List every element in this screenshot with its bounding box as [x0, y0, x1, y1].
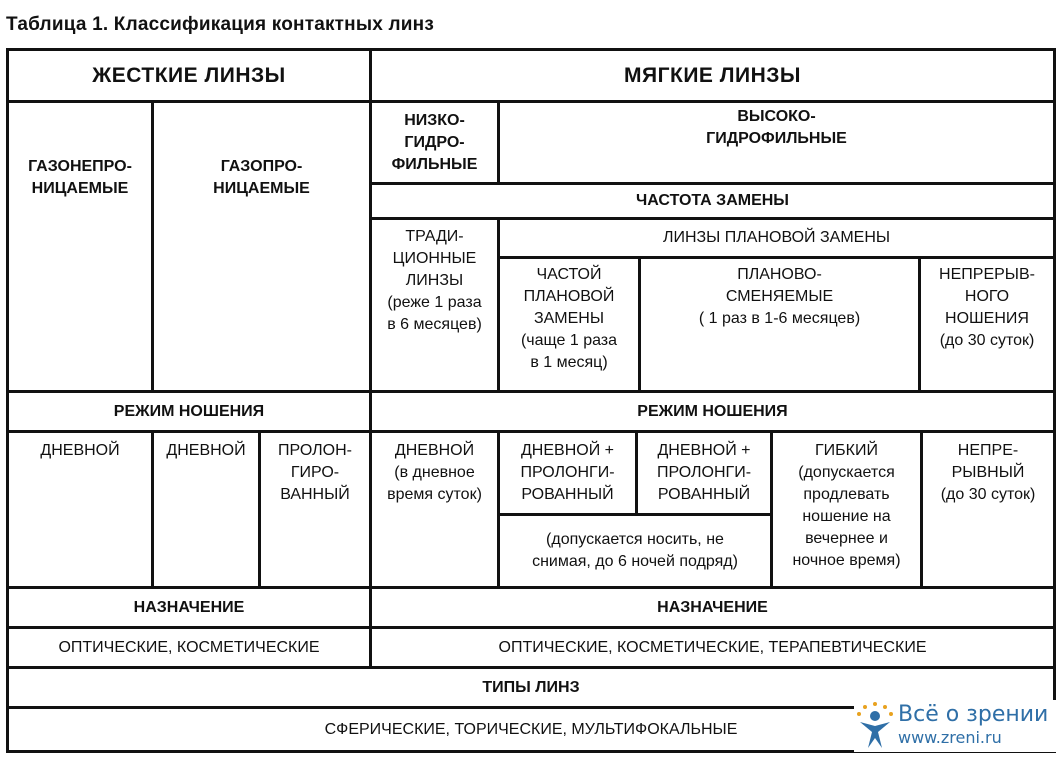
traditional-lenses-cell: ТРАДИ- ЦИОННЫЕ ЛИНЗЫ (реже 1 раза в 6 месяцев) [387, 228, 482, 333]
hard-wear-day-2: ДНЕВНОЙ [166, 442, 246, 459]
low-hydrophilic-cell: НИЗКО- ГИДРО- ФИЛЬНЫЕ [391, 111, 478, 173]
watermark-site-name: Всё о зрении [898, 702, 1049, 727]
continuous-wear-cell: НЕПРЕРЫВ- НОГО НОШЕНИЯ (до 30 суток) [939, 266, 1035, 349]
soft-wear-daytime: ДНЕВНОЙ (в дневное время суток) [387, 442, 482, 503]
soft-wear-continuous: НЕПРЕ- РЫВНЫЙ (до 30 суток) [940, 442, 1036, 503]
soft-wear-mode-header: РЕЖИМ НОШЕНИЯ [637, 402, 788, 420]
site-watermark [854, 700, 1059, 752]
hard-purpose-values: ОПТИЧЕСКИЕ, КОСМЕТИЧЕСКИЕ [58, 638, 320, 656]
watermark-url[interactable]: www.zreni.ru [898, 728, 1002, 747]
soft-wear-flexible: ГИБКИЙ (допускается продлевать ношение на вечернее и ночное время) [792, 442, 901, 569]
soft-purpose-header: НАЗНАЧЕНИЕ [657, 598, 768, 616]
lens-types-header: ТИПЫ ЛИНЗ [482, 678, 580, 696]
planned-replaceable-cell: ПЛАНОВО- СМЕНЯЕМЫЕ ( 1 раз в 1-6 месяцев) [698, 266, 861, 327]
hard-purpose-header: НАЗНАЧЕНИЕ [133, 598, 245, 616]
eye-person-logo-icon [854, 700, 896, 750]
gas-permeable-cell: ГАЗОПРО- НИЦАЕМЫЕ [213, 158, 310, 197]
planned-replacement-header: ЛИНЗЫ ПЛАНОВОЙ ЗАМЕНЫ [662, 229, 891, 246]
high-hydrophilic-cell: ВЫСОКО- ГИДРОФИЛЬНЫЕ [706, 108, 847, 147]
hard-wear-day-1: ДНЕВНОЙ [40, 442, 120, 459]
table-caption: Таблица 1. Классификация контактных линз [6, 14, 434, 35]
hard-lenses-header: ЖЕСТКИЕ ЛИНЗЫ [92, 63, 286, 87]
replacement-frequency-header: ЧАСТОТА ЗАМЕНЫ [636, 192, 789, 209]
soft-wear-extended-note: (допускается носить, не снимая, до 6 ночей подряд) [532, 531, 738, 570]
hard-wear-mode-header: РЕЖИМ НОШЕНИЯ [113, 402, 265, 420]
gas-nonpermeable-cell: ГАЗОНЕПРО- НИЦАЕМЫЕ [28, 158, 132, 197]
hard-wear-extended: ПРОЛОН- ГИРО- ВАННЫЙ [278, 442, 352, 503]
frequent-planned-cell: ЧАСТОЙ ПЛАНОВОЙ ЗАМЕНЫ (чаще 1 раза в 1 месяц) [520, 266, 618, 371]
soft-wear-day-extended-2: ДНЕВНОЙ + ПРОЛОНГИ- РОВАННЫЙ [656, 442, 752, 503]
soft-wear-day-extended-1: ДНЕВНОЙ + ПРОЛОНГИ- РОВАННЫЙ [520, 442, 615, 503]
soft-lenses-header: МЯГКИЕ ЛИНЗЫ [624, 63, 801, 87]
lens-types-values: СФЕРИЧЕСКИЕ, ТОРИЧЕСКИЕ, МУЛЬТИФОКАЛЬНЫЕ [324, 720, 738, 738]
soft-purpose-values: ОПТИЧЕСКИЕ, КОСМЕТИЧЕСКИЕ, ТЕРАПЕВТИЧЕСКИЕ [498, 638, 927, 656]
